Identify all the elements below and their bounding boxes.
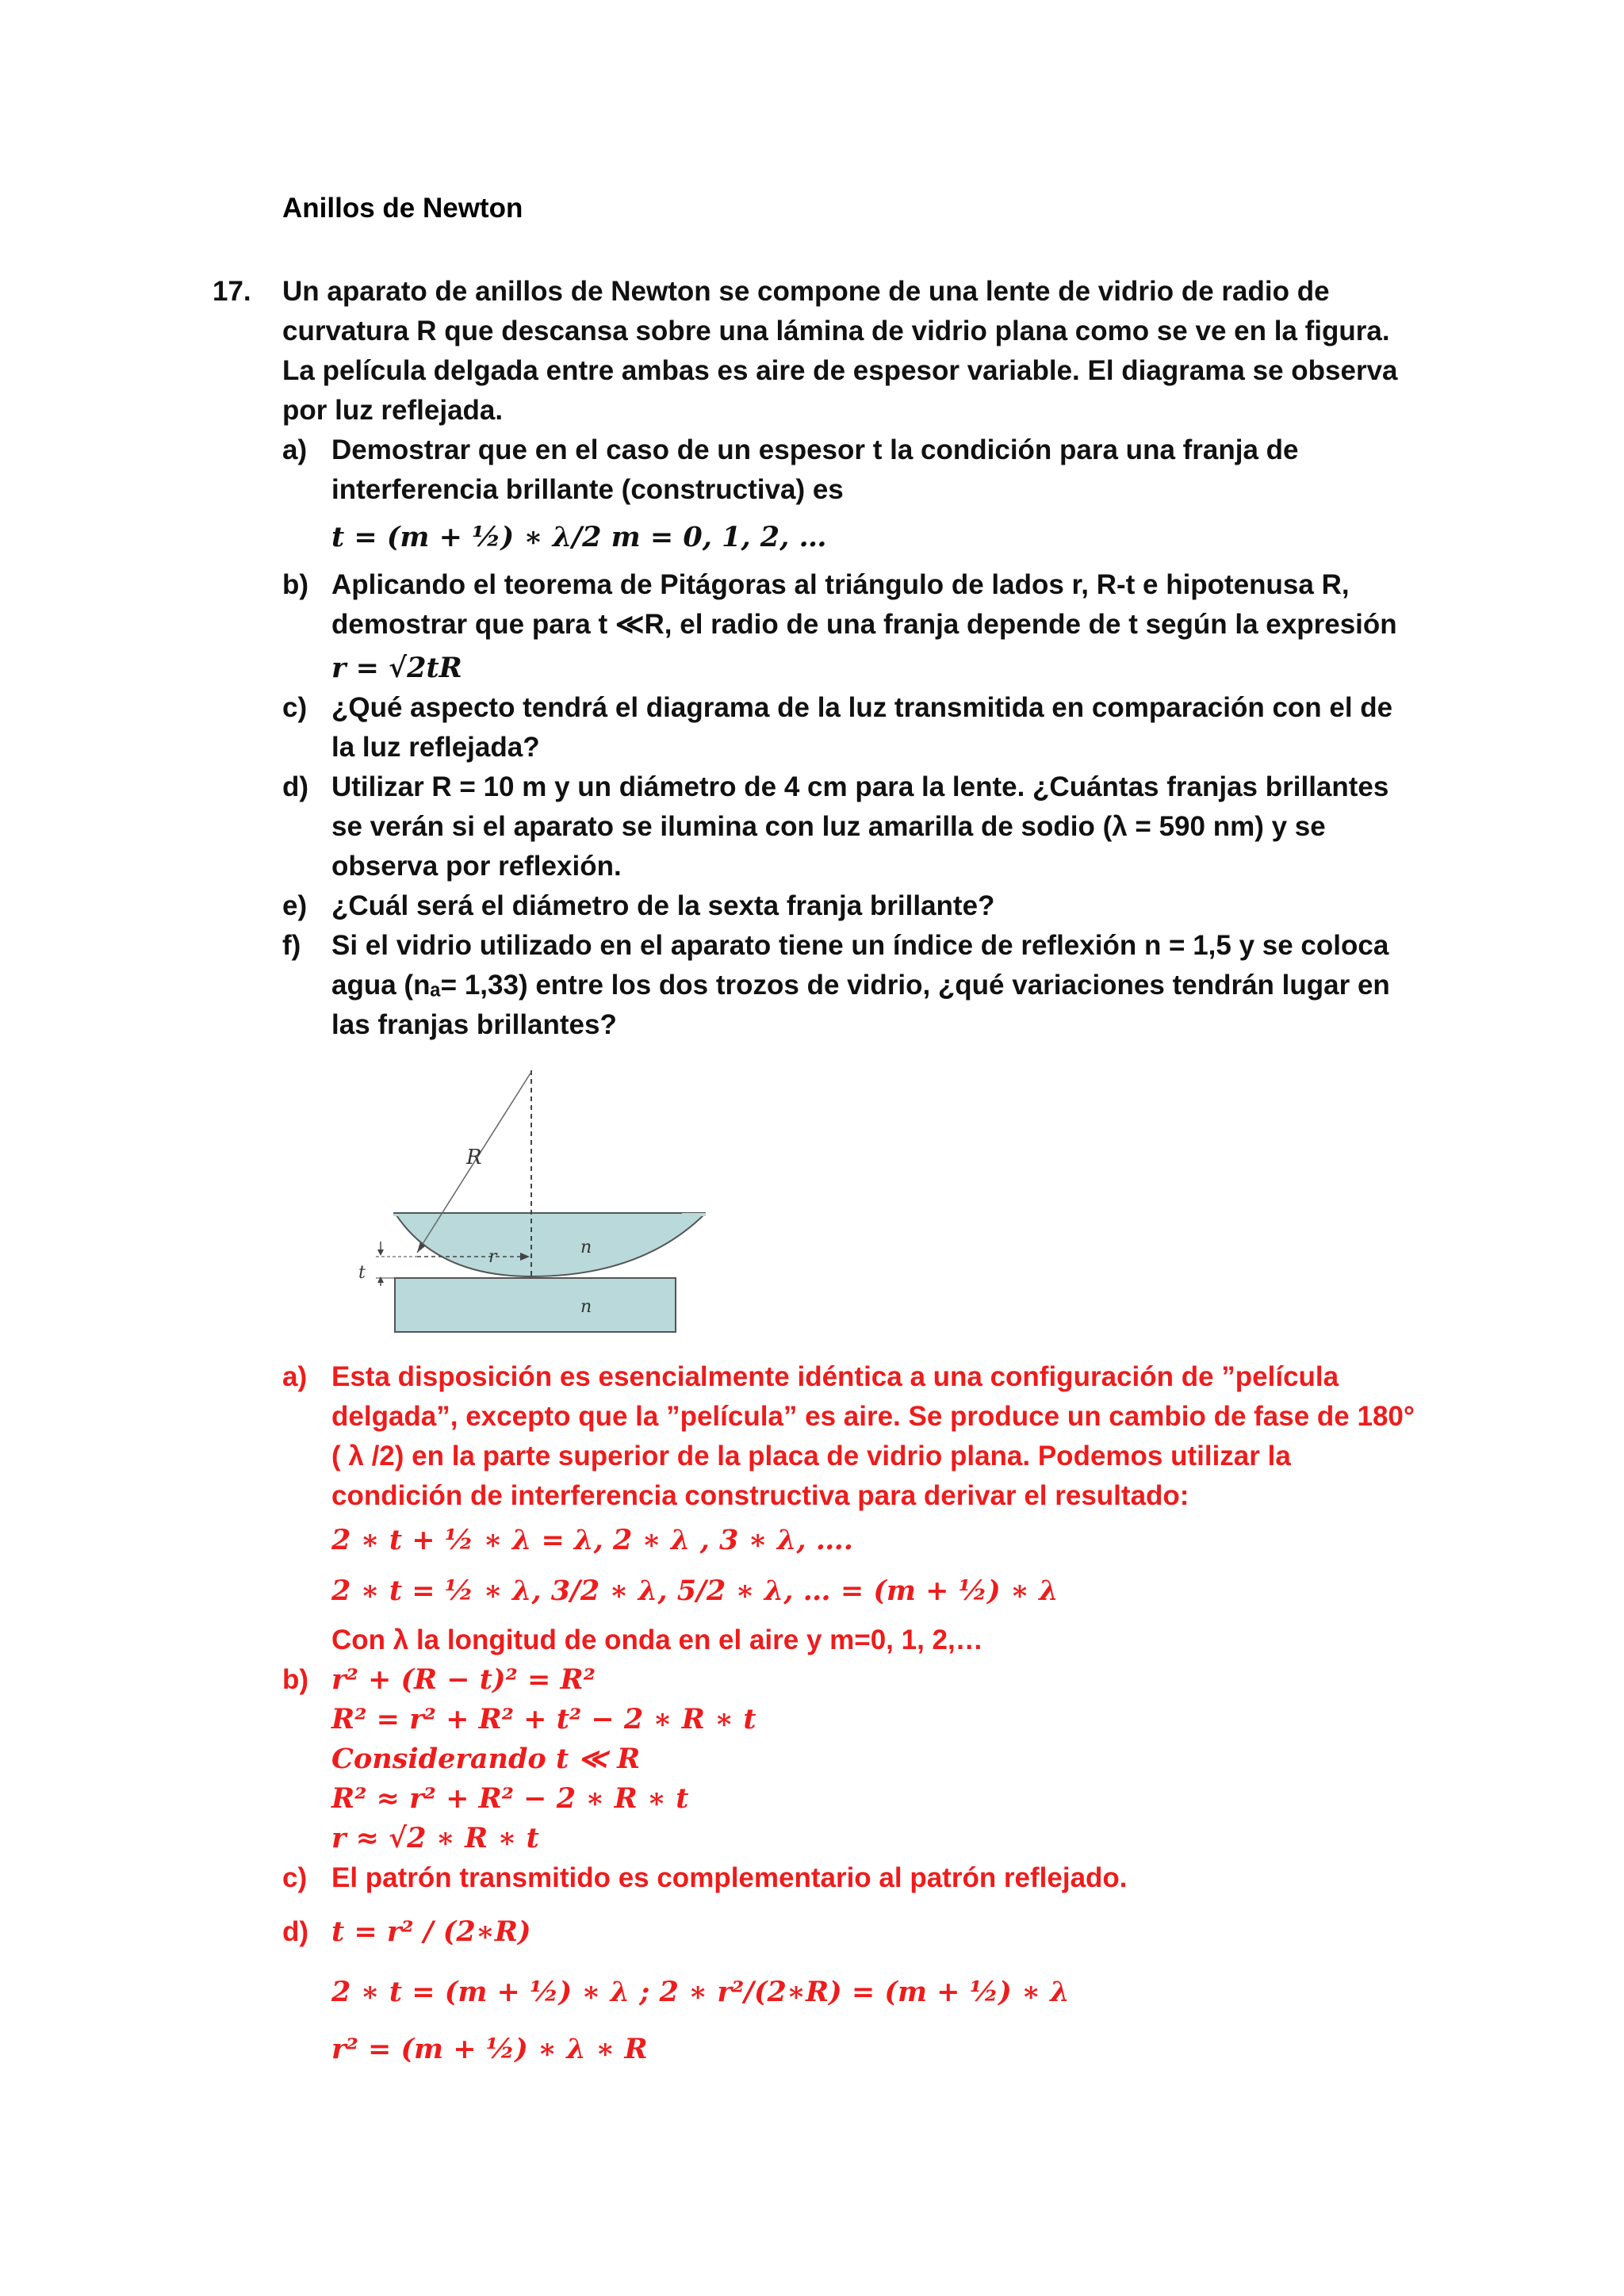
- label-R: R: [466, 1146, 482, 1169]
- part-a-label: a): [282, 434, 308, 465]
- sol-b-eq1: r² + (R − t)² = R²: [331, 1663, 596, 1696]
- document-title: Anillos de Newton: [282, 193, 523, 224]
- sol-c-label: c): [282, 1862, 308, 1893]
- part-c-text: ¿Qué aspecto tendrá el diagrama de la luz transmitida en comparación con el de la luz reflejada?: [331, 692, 1393, 763]
- sol-b-eq4: r ≈ √2 ∗ R ∗ t: [331, 1822, 539, 1854]
- part-a-formula: t = (m + ½) ∗ λ/2 m = 0, 1, 2, …: [331, 521, 827, 553]
- part-b-text: Aplicando el teorema de Pitágoras al triángulo de lados r, R-t e hipotenusa R, demostrar que para t ≪R, el radio de una franja depende de t según la expresión: [331, 569, 1397, 640]
- part-c-label: c): [282, 692, 308, 723]
- part-f-label: f): [282, 930, 301, 961]
- part-e-label: e): [282, 890, 308, 921]
- sol-a-note: Con λ la longitud de onda en el aire y m=0, 1, 2,…: [331, 1624, 983, 1655]
- part-a-text: Demostrar que en el caso de un espesor t la condición para una franja de interferencia brillante (constructiva) es: [331, 434, 1299, 505]
- sol-c-text: El patrón transmitido es complementario al patrón reflejado.: [331, 1862, 1128, 1893]
- sol-d-eq2: 2 ∗ t = (m + ½) ∗ λ ; 2 ∗ r²/(2∗R) = (m + ½) ∗ λ: [331, 1976, 1070, 2008]
- sol-b-eq3: R² ≈ r² + R² − 2 ∗ R ∗ t: [331, 1782, 689, 1815]
- problem-number: 17.: [213, 276, 251, 307]
- sol-a-eq1: 2 ∗ t + ½ ∗ λ = λ, 2 ∗ λ , 3 ∗ λ, ….: [331, 1524, 853, 1556]
- sol-a-label: a): [282, 1361, 308, 1392]
- part-d-text: Utilizar R = 10 m y un diámetro de 4 cm para la lente. ¿Cuántas franjas brillantes se verán si el aparato se ilumina con luz amarilla de sodio (λ = 590 nm) y se observa por reflexión.: [331, 771, 1389, 882]
- label-n-plate: n: [580, 1297, 592, 1317]
- label-t: t: [358, 1263, 366, 1283]
- part-e-text: ¿Cuál será el diámetro de la sexta franja brillante?: [331, 890, 995, 921]
- sol-a-eq2: 2 ∗ t = ½ ∗ λ, 3/2 ∗ λ, 5/2 ∗ λ, … = (m + ½) ∗ λ: [331, 1575, 1059, 1607]
- sol-b-eq2: R² = r² + R² + t² − 2 ∗ R ∗ t: [331, 1703, 756, 1735]
- sol-b-label: b): [282, 1664, 309, 1695]
- sol-b-cond: Considerando t ≪ R: [331, 1743, 641, 1775]
- label-r: r: [488, 1247, 497, 1267]
- lens: [395, 1213, 706, 1276]
- sol-d-label: d): [282, 1916, 309, 1947]
- part-f-text: Si el vidrio utilizado en el aparato tiene un índice de reflexión n = 1,5 y se coloca agua (nₐ= 1,33) entre los dos trozos de vidrio, ¿qué variaciones tendrán lugar en las franjas brillantes?: [331, 930, 1390, 1040]
- part-b-formula: r = √2tR: [331, 652, 462, 684]
- part-b-label: b): [282, 569, 309, 600]
- newton-rings-figure: [341, 1062, 706, 1348]
- sol-d-eq3: r² = (m + ½) ∗ λ ∗ R: [331, 2033, 648, 2065]
- sol-d-eq1: t = r² / (2∗R): [331, 1915, 531, 1948]
- problem-statement: Un aparato de anillos de Newton se compone de una lente de vidrio de radio de curvatura R que descansa sobre una lámina de vidrio plana como se ve en la figura. La película delgada entre ambas es aire de espesor variable. El diagrama se observa por luz reflejada.: [282, 276, 1398, 426]
- part-d-label: d): [282, 771, 309, 802]
- label-n-lens: n: [580, 1238, 592, 1257]
- sol-a-text: Esta disposición es esencialmente idéntica a una configuración de ”película delgada”, excepto que la ”película” es aire. Se produce un cambio de fase de 180° ( λ /2) en la parte superior de la placa de vidrio plana. Podemos utilizar la condición de interferencia constructiva para derivar el resultado:: [331, 1361, 1415, 1511]
- glass-plate: [395, 1278, 676, 1332]
